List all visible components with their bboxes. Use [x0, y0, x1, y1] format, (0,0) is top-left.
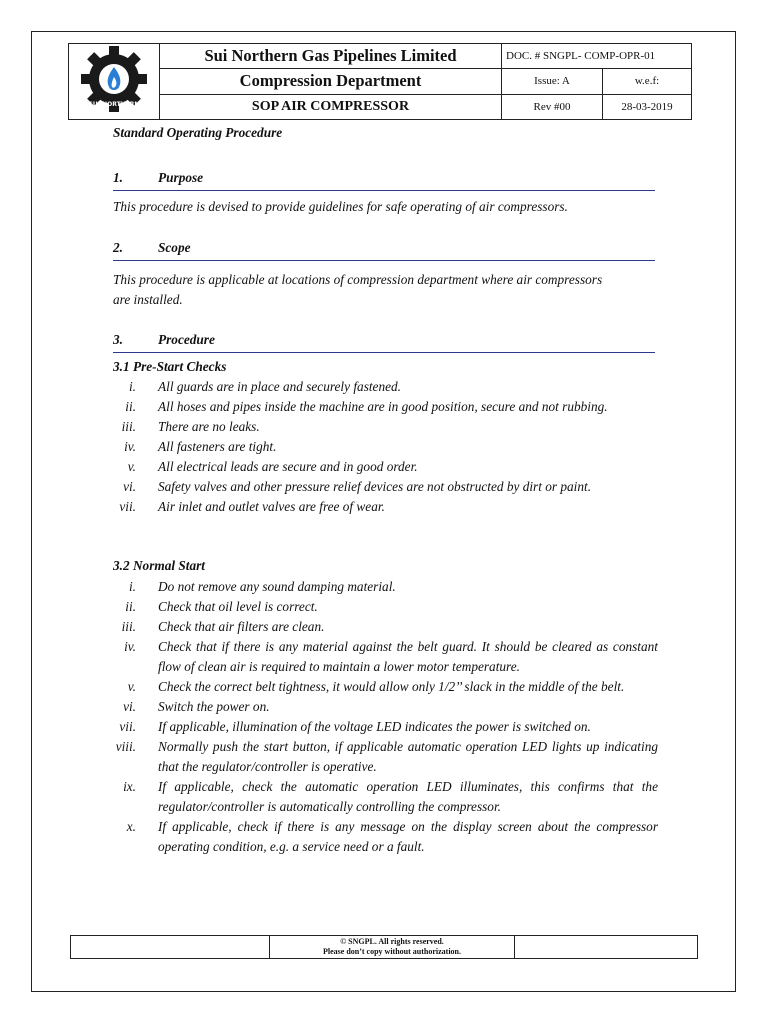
prestart-checklist — [100, 377, 658, 517]
item-text: If applicable, check the automatic operation LED illuminates, this confirms that the regulator/controller is automatically controlling the compressor. — [158, 779, 658, 814]
item-text: Switch the power on. — [158, 699, 270, 714]
doc-number: DOC. # SNGPL- COMP-OPR-01 — [502, 44, 692, 69]
prestart-title: 3.1 Pre-Start Checks — [113, 359, 227, 374]
department-name: Compression Department — [160, 69, 502, 94]
document-footer — [70, 935, 698, 959]
item-numeral: v. — [127, 459, 136, 474]
item-numeral: iv. — [124, 439, 136, 454]
item-numeral: v. — [127, 679, 136, 694]
item-numeral: ii. — [125, 399, 136, 414]
item-numeral: vii. — [119, 719, 136, 734]
list-item — [100, 497, 658, 517]
list-item — [100, 677, 658, 697]
list-item — [100, 417, 658, 437]
authorization-line: Please don’t copy without authorization. — [323, 947, 461, 956]
footer-right-cell — [515, 936, 698, 959]
sop-title: SOP AIR COMPRESSOR — [160, 94, 502, 119]
section-number: 1. — [113, 170, 123, 185]
normalstart-steps — [100, 577, 658, 857]
item-text: If applicable, check if there is any message on the display screen about the compressor operating condition, e.g. a service need or a fault. — [158, 819, 658, 854]
item-text: There are no leaks. — [158, 419, 260, 434]
section-title: Purpose — [158, 170, 204, 185]
document-body — [113, 123, 658, 143]
doc-heading: Standard Operating Procedure — [113, 125, 283, 140]
item-numeral: ii. — [125, 599, 136, 614]
item-text: If applicable, illumination of the voltage LED indicates the power is switched on. — [158, 719, 591, 734]
logo-lettering: SUI NORTHERN — [88, 101, 140, 108]
section-number: 2. — [113, 240, 123, 255]
item-text: All electrical leads are secure and in good order. — [158, 459, 418, 474]
list-item — [100, 377, 658, 397]
item-text: All fasteners are tight. — [158, 439, 277, 454]
list-item — [100, 717, 658, 737]
item-text: Check that oil level is correct. — [158, 599, 318, 614]
item-numeral: vi. — [123, 479, 136, 494]
list-item — [100, 817, 658, 857]
gear-flame-logo-icon — [79, 44, 149, 114]
item-text: Do not remove any sound damping material. — [158, 579, 396, 594]
section-number: 3. — [113, 332, 123, 347]
section-purpose-heading — [113, 170, 655, 191]
item-numeral: vii. — [119, 499, 136, 514]
section-scope-heading — [113, 240, 655, 261]
item-numeral: vi. — [123, 699, 136, 714]
item-text: Safety valves and other pressure relief devices are not obstructed by dirt or paint. — [158, 479, 592, 494]
list-item — [100, 637, 658, 677]
company-name: Sui Northern Gas Pipelines Limited — [160, 44, 502, 69]
revision: Rev #00 — [502, 94, 603, 119]
scope-text: This procedure is applicable at locations of compression department where air compressors are installed. — [113, 272, 603, 307]
wef-label: w.e.f: — [603, 69, 692, 94]
footer-left-cell — [71, 936, 270, 959]
copyright-line: © SNGPL. All rights reserved. — [340, 937, 444, 946]
item-text: Check that air filters are clean. — [158, 619, 325, 634]
item-numeral: iv. — [124, 639, 136, 654]
document-header — [68, 43, 692, 120]
list-item — [100, 477, 658, 497]
list-item — [100, 737, 658, 777]
list-item — [100, 397, 658, 417]
list-item — [100, 777, 658, 817]
section-title: Scope — [158, 240, 191, 255]
item-text: Normally push the start button, if applicable automatic operation LED lights up indicating that the regulator/controller is operative. — [158, 739, 658, 774]
item-numeral: x. — [126, 819, 136, 834]
section-procedure-heading — [113, 332, 655, 353]
normalstart-title: 3.2 Normal Start — [113, 558, 205, 573]
list-item — [100, 437, 658, 457]
purpose-text: This procedure is devised to provide guidelines for safe operating of air compressors. — [113, 199, 568, 214]
section-title: Procedure — [158, 332, 215, 347]
list-item — [100, 577, 658, 597]
list-item — [100, 457, 658, 477]
item-numeral: i. — [128, 379, 136, 394]
item-numeral: iii. — [121, 619, 136, 634]
list-item — [100, 597, 658, 617]
item-numeral: iii. — [121, 419, 136, 434]
list-item — [100, 617, 658, 637]
company-logo — [69, 44, 160, 120]
item-text: Air inlet and outlet valves are free of wear. — [158, 499, 385, 514]
item-numeral: i. — [128, 579, 136, 594]
item-numeral: ix. — [123, 779, 136, 794]
item-text: Check that if there is any material against the belt guard. It should be cleared as constant flow of clean air is required to maintain a lower motor temperature. — [158, 639, 658, 674]
item-text: Check the correct belt tightness, it would allow only 1/2’’ slack in the middle of the belt. — [158, 679, 625, 694]
copyright-cell — [270, 936, 515, 959]
list-item — [100, 697, 658, 717]
item-text: All hoses and pipes inside the machine are in good position, secure and not rubbing. — [158, 399, 608, 414]
effective-date: 28-03-2019 — [603, 94, 692, 119]
item-text: All guards are in place and securely fastened. — [158, 379, 401, 394]
issue-label: Issue: A — [502, 69, 603, 94]
item-numeral: viii. — [115, 739, 136, 754]
